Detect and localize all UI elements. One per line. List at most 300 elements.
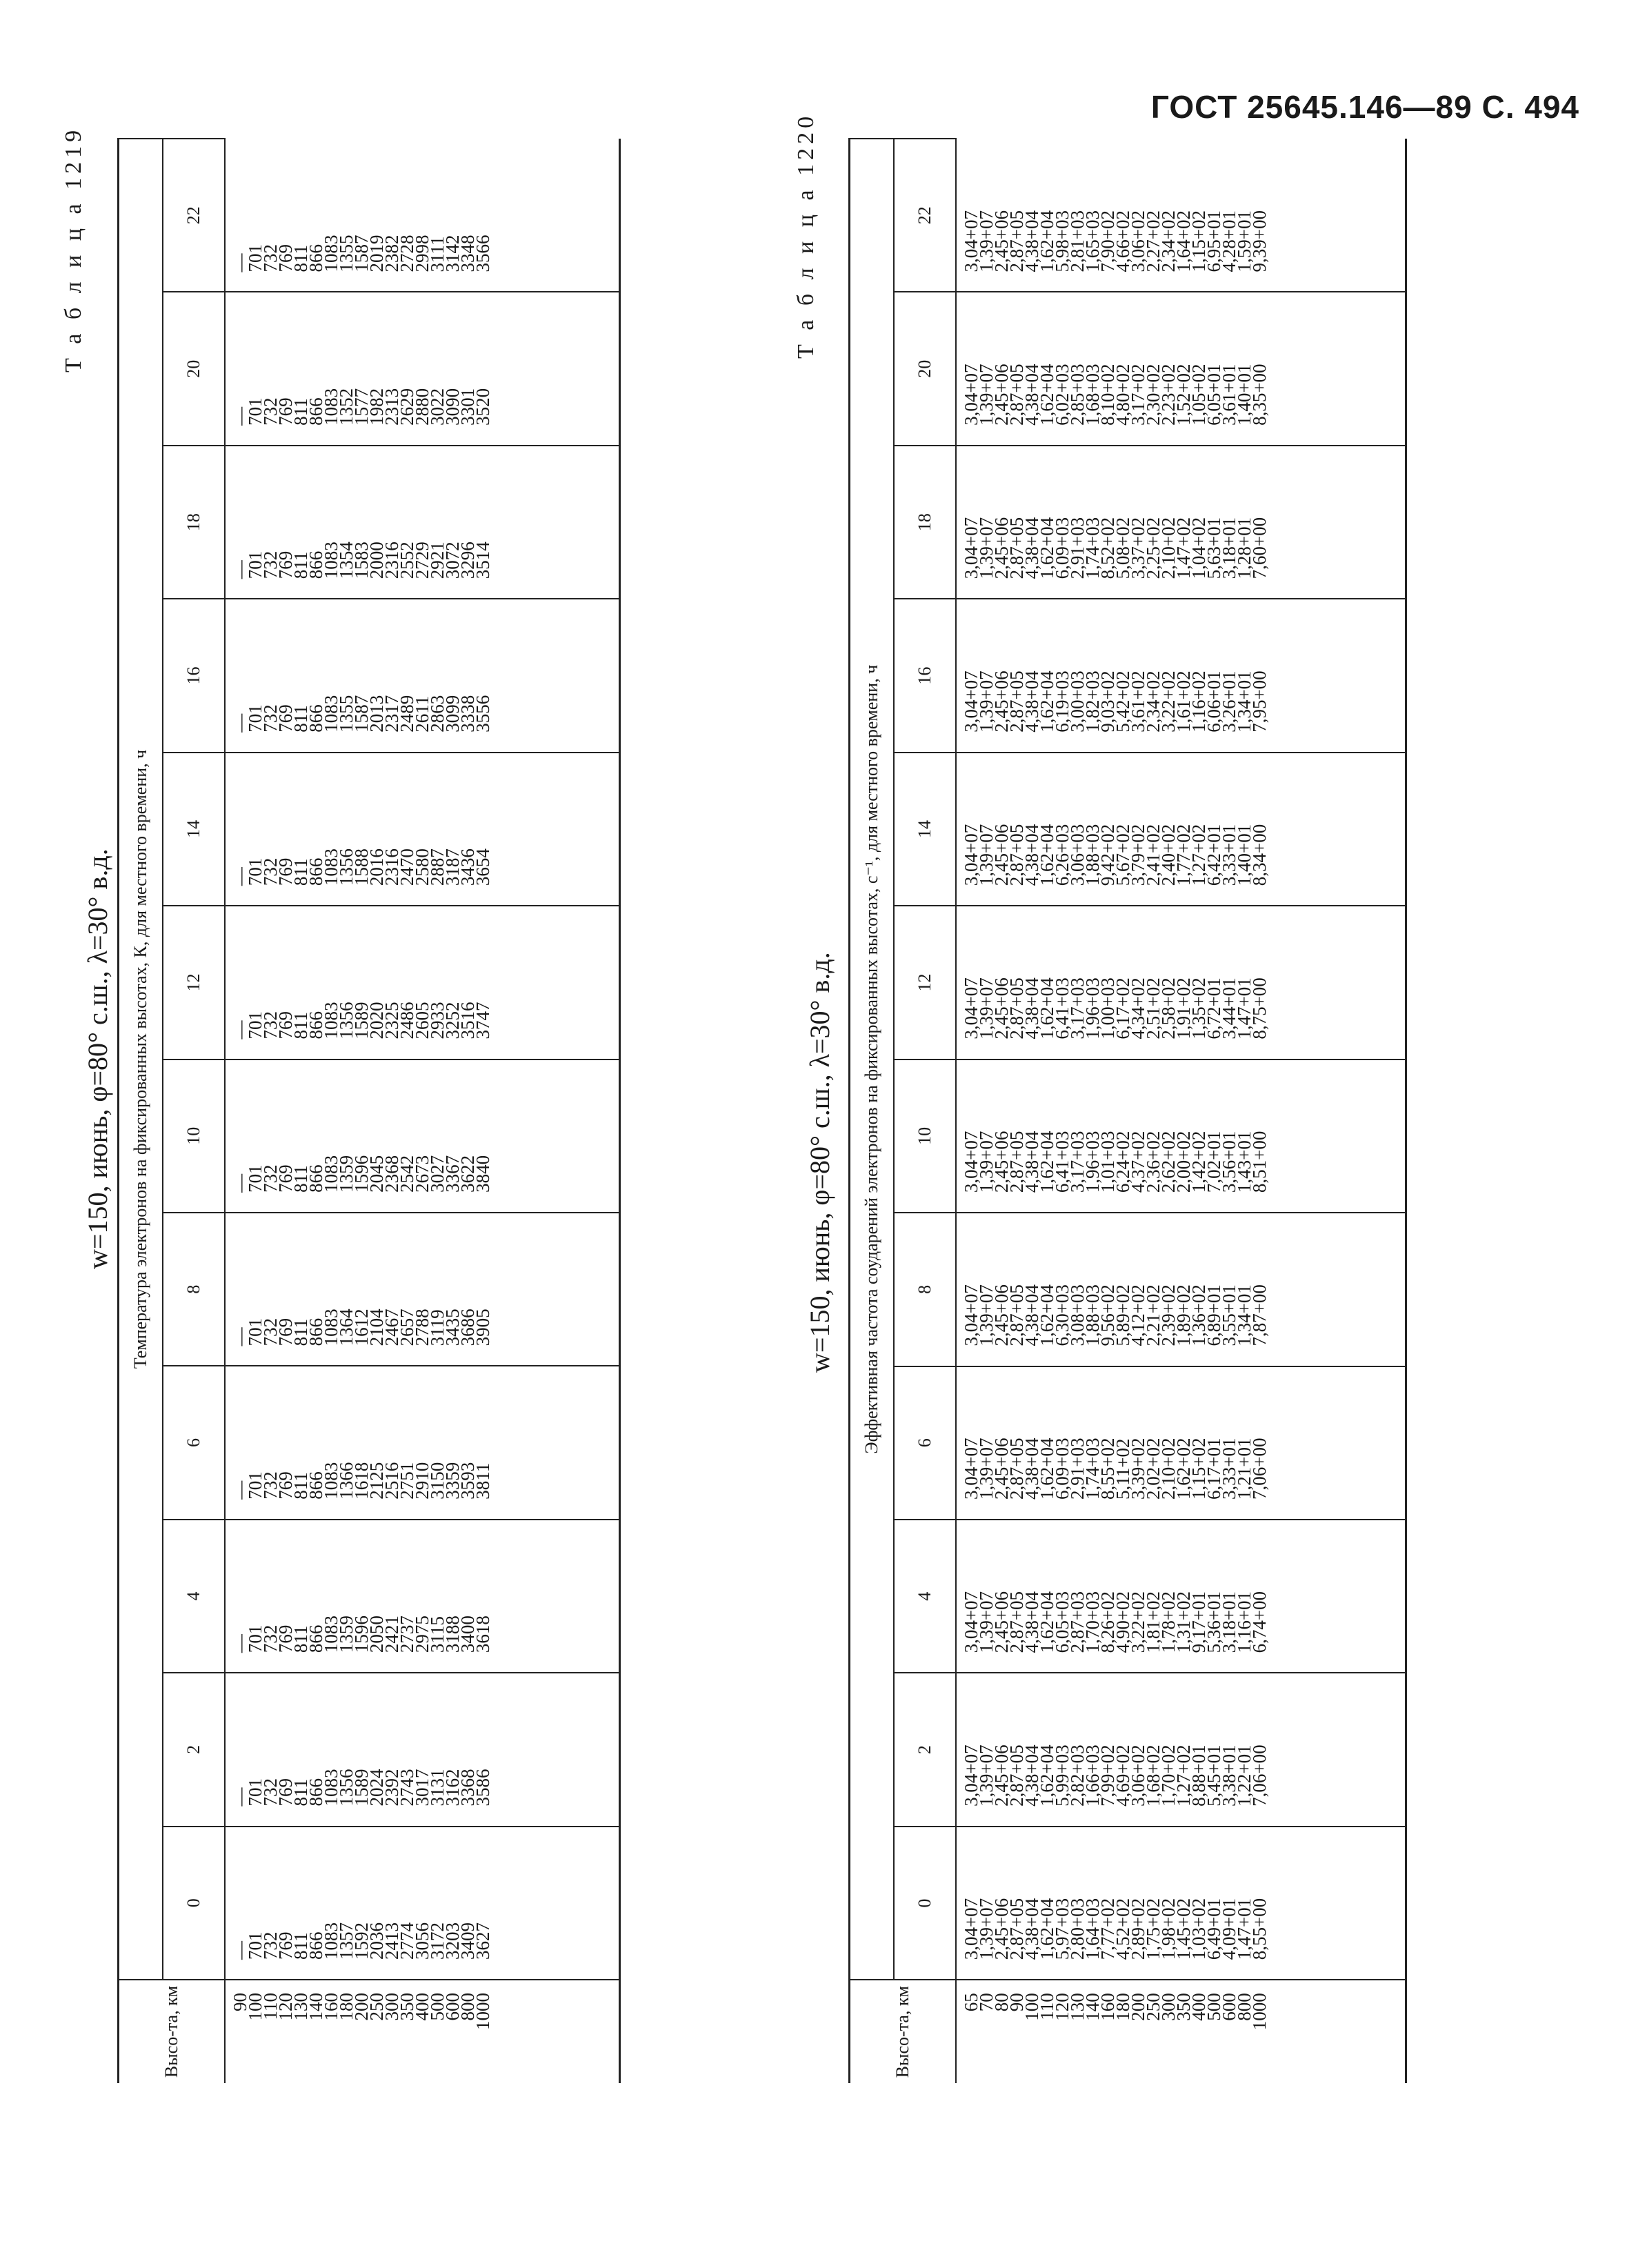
table-cell: 1,00+03 [1097,977,1118,1040]
value-column [956,1827,1406,1980]
table-cell: 866 [306,1931,326,1960]
table-cell: 2728 [397,235,417,272]
table-cell: 866 [306,243,326,272]
table-cell: 4,38+04 [1021,517,1042,579]
table-cell: 1577 [351,388,372,426]
table-cell: 1,03+02 [1188,1898,1209,1960]
table-cell: 1,75+02 [1143,1898,1164,1960]
height-value: 70 [976,1993,997,2012]
table-cell: 701 [245,857,266,886]
table-cell: 6,74+00 [1249,1591,1270,1653]
table-cell: 1,47+01 [1234,1898,1255,1960]
table-cell: 7,02+01 [1204,1131,1224,1193]
table-cell: 769 [275,1317,296,1346]
table-cell: 3119 [427,1309,448,1346]
height-value: 65 [961,1993,981,2012]
table-cell: 1083 [321,388,341,426]
table-cell: 3622 [457,1155,478,1193]
table-cell: 6,72+01 [1204,977,1224,1040]
table-cell: 2729 [412,541,432,579]
table-cell: 701 [245,1778,266,1807]
table-cell: 3840 [472,1155,493,1193]
hour-header: 2 [163,1673,225,1826]
table-cell: 1592 [351,1922,372,1960]
table-cell: 1,62+04 [1037,1131,1057,1193]
value-column [225,1366,620,1519]
table-cell: 701 [245,704,266,733]
table-cell: 2467 [381,1309,402,1346]
table-cell: 2,36+02 [1143,1131,1164,1193]
table-cell: 2,58+02 [1158,977,1179,1040]
table-cell: 3,04+07 [961,977,981,1040]
height-value: 110 [1037,1993,1057,2020]
table-cell: 2,87+05 [1006,517,1027,579]
table-cell: 2,41+02 [1143,824,1164,886]
table-cell: 732 [260,1011,281,1040]
table-cell: — [230,867,250,886]
table-cell: 3747 [472,1002,493,1040]
table-cell: 3,55+01 [1219,1284,1239,1346]
table-cell: 1,66+03 [1082,1744,1103,1807]
value-column [225,1827,620,1980]
table-cell: 2,91+03 [1067,517,1088,579]
table-cell: 1,62+04 [1037,210,1057,272]
table-cell: 1,70+03 [1082,1591,1103,1653]
table-cell: 6,30+03 [1052,1284,1072,1346]
table-cell: 1,15+02 [1188,1438,1209,1500]
table-cell: 2887 [427,848,448,886]
table-cell: 1,68+02 [1143,1744,1164,1807]
table-cell: 2,34+02 [1143,670,1164,733]
table-cell: 2,45+06 [991,364,1012,426]
table-cell: 3131 [427,1769,448,1807]
table-cell: 2,45+06 [991,1591,1012,1653]
table-cell: 8,75+00 [1249,977,1270,1040]
table-cell: 4,09+01 [1219,1898,1239,1960]
table-cell: 1596 [351,1155,372,1193]
table-cell: 4,38+04 [1021,670,1042,733]
hour-header: 18 [894,446,956,599]
table-cell: — [230,1173,250,1193]
table-cell: 1,39+07 [976,364,997,426]
table-cell: 1,62+04 [1037,1744,1057,1807]
table-cell: 732 [260,1931,281,1960]
table-cell: 6,17+02 [1112,977,1133,1040]
height-value: 300 [1158,1993,1179,2021]
table-cell: 3,04+07 [961,1898,981,1960]
value-column [956,1673,1406,1826]
table-cell: 6,41+03 [1052,977,1072,1040]
table-cell: 2313 [381,388,402,426]
table-cell: 3811 [472,1462,493,1500]
height-value: 160 [1097,1993,1118,2021]
table-cell: 3,04+07 [961,824,981,886]
table-cell: 1,39+07 [976,1284,997,1346]
table-cell: 3566 [472,235,493,272]
table-cell: 3,56+01 [1219,1131,1239,1193]
hour-header: 10 [894,1060,956,1213]
height-value: 600 [442,1992,463,2021]
height-value: 200 [351,1992,372,2021]
table-cell: 2,87+05 [1006,670,1027,733]
table-cell: 2,51+02 [1143,977,1164,1040]
table-cell: 3072 [442,541,463,579]
table-cell: 2024 [366,1769,387,1807]
table-cell: 1,43+01 [1234,1131,1255,1193]
table-cell: 1589 [351,1002,372,1040]
table-cell: 2,23+02 [1158,364,1179,426]
table-cell: 3,08+03 [1067,1284,1088,1346]
table-cell: 769 [275,704,296,733]
table-cell: 701 [245,1471,266,1500]
hour-header: 10 [163,1060,225,1213]
table-cell: 1,04+02 [1188,517,1209,579]
table-cell: 1,61+02 [1173,670,1194,733]
table-cell: 4,38+04 [1021,1744,1042,1807]
table-cell: 7,99+02 [1097,1744,1118,1807]
table-cell: 2,87+05 [1006,364,1027,426]
height-value: 100 [1021,1993,1042,2021]
table-cell: 1,40+01 [1234,824,1255,886]
table-cell: 866 [306,1471,326,1500]
table-cell: 4,38+04 [1021,364,1042,426]
table-cell: 866 [306,550,326,579]
table-cell: 2000 [366,541,387,579]
table-cell: 2392 [381,1769,402,1807]
table-cell: 3,26+01 [1219,670,1239,733]
table-cell: 2,80+03 [1067,1898,1088,1960]
table-cell: 866 [306,704,326,733]
table-cell: 2489 [397,695,417,733]
table-cell: 1,62+04 [1037,824,1057,886]
table-cell: 6,26+03 [1052,824,1072,886]
table-cell: 3514 [472,541,493,579]
table-cell: 3368 [457,1769,478,1807]
table-cell: 3115 [427,1616,448,1653]
table-cell: 2542 [397,1155,417,1193]
table-cell: 4,34+02 [1128,977,1148,1040]
table-cell: 1,65+03 [1082,210,1103,272]
table-cell: 6,17+01 [1204,1438,1224,1500]
table-cell: 2552 [397,541,417,579]
table-cell: 4,90+02 [1112,1591,1133,1653]
table-cell: 2036 [366,1922,387,1960]
table-cell: — [230,1327,250,1346]
table-cell: 1,39+07 [976,824,997,886]
hour-header: 6 [894,1366,956,1520]
hour-header: 16 [163,599,225,752]
table-cell: 2020 [366,1002,387,1040]
table-cell: 2629 [397,388,417,426]
table-cell: 1,62+04 [1037,977,1057,1040]
table-cell: 2413 [381,1922,402,1960]
table-cell: 2368 [381,1155,402,1193]
table-cell: 1,34+01 [1234,1284,1255,1346]
table-cell: 1589 [351,1769,372,1807]
table-cell: 2,45+06 [991,517,1012,579]
table-label: Т а б л и ц а 1219 [61,126,86,372]
height-value: 300 [381,1992,402,2021]
hour-header: 12 [163,906,225,1059]
table-cell: 2045 [366,1155,387,1193]
table-cell: 1,96+03 [1082,1131,1103,1193]
value-column [225,1213,620,1366]
value-column [956,1520,1406,1673]
table-cell: 732 [260,1624,281,1653]
table-cell: 3,18+01 [1219,1591,1239,1653]
table-cell: 3090 [442,388,463,426]
table-cell: 1,98+02 [1158,1898,1179,1960]
table-cell: 1,74+03 [1082,517,1103,579]
table-cell: 9,56+02 [1097,1284,1118,1346]
table-cell: 6,42+01 [1204,824,1224,886]
table-cell: 3,04+07 [961,364,981,426]
table-cell: 3,06+03 [1067,824,1088,886]
table-cell: 5,45+01 [1204,1744,1224,1807]
table-cell: 1,52+02 [1173,364,1194,426]
table-cell: 1359 [336,1615,357,1653]
table-cell: 1357 [336,1922,357,1960]
table-cell: 2,87+05 [1006,977,1027,1040]
table-cell: 2,45+06 [991,1284,1012,1346]
table-cell: 1,39+07 [976,1591,997,1653]
table-cell: 1,27+02 [1173,1744,1194,1807]
table-cell: 769 [275,1624,296,1653]
table-cell: 3111 [427,236,448,272]
table-cell: 3,04+07 [961,1591,981,1653]
table-cell: 8,34+00 [1249,824,1270,886]
hour-header: 18 [163,446,225,599]
height-value: 1000 [472,1992,493,2030]
table-cell: 4,37+02 [1128,1131,1148,1193]
table-cell: 7,06+00 [1249,1744,1270,1807]
table-cell: 1,62+04 [1037,364,1057,426]
table-cell: 811 [290,1472,311,1500]
table-cell: 3,38+01 [1219,1744,1239,1807]
table-cell: 2,87+05 [1006,1438,1027,1500]
table-cell: 1,31+02 [1173,1591,1194,1653]
table-cell: 3,61+02 [1128,670,1148,733]
table-cell: 1083 [321,1309,341,1346]
table-cell: 1,89+02 [1173,1284,1194,1346]
table-cell: 732 [260,857,281,886]
hour-header: 0 [163,1827,225,1980]
table-cell: 769 [275,1931,296,1960]
table-cell: 1083 [321,695,341,733]
table-cell: 2016 [366,848,387,886]
table-cell: 9,42+02 [1097,824,1118,886]
table-cell: 3,33+01 [1219,1438,1239,1500]
table-cell: 3,18+01 [1219,517,1239,579]
table-cell: 8,88+01 [1188,1744,1209,1807]
table-cell: 2,87+05 [1006,1898,1027,1960]
table-cell: 1083 [321,1462,341,1500]
table-cell: 1,39+07 [976,517,997,579]
table-cell: 1083 [321,541,341,579]
table-cell: 3,04+07 [961,670,981,733]
table-cell: 7,87+00 [1249,1284,1270,1346]
table-cell: 701 [245,397,266,426]
table-cell: 2751 [397,1462,417,1500]
table-cell: 2788 [412,1309,432,1346]
value-column [956,1213,1406,1366]
table-cell: 4,66+02 [1112,210,1133,272]
table-cell: 2,45+06 [991,824,1012,886]
table-cell: 3022 [427,388,448,426]
table-cell: 6,89+01 [1204,1284,1224,1346]
table-cell: 2,45+06 [991,670,1012,733]
table-cell: 2,87+05 [1006,1744,1027,1807]
table-cell: 6,09+03 [1052,517,1072,579]
table-cell: 701 [245,1011,266,1040]
table-cell: 1356 [336,1769,357,1807]
table-cell: 1,39+07 [976,1438,997,1500]
hour-header: 20 [894,292,956,445]
table-cell: 3,39+02 [1128,1438,1148,1500]
value-column [225,446,620,599]
value-column [225,292,620,445]
table-cell: 8,55+00 [1249,1898,1270,1960]
table-cell: 3,22+02 [1128,1591,1148,1653]
table-title: w=150, июнь, φ=80° с.ш., λ=30° в.д. [82,848,113,1269]
table-cell: 4,38+04 [1021,1284,1042,1346]
table-cell: 5,11+02 [1112,1438,1133,1500]
table-cell: 1356 [336,848,357,886]
table-cell: 8,35+00 [1249,364,1270,426]
table-cell: 1,88+03 [1082,824,1103,886]
table-cell: 2,30+02 [1143,364,1164,426]
table-cell: 2,34+02 [1158,210,1179,272]
hour-header: 4 [163,1520,225,1673]
table-cell: 811 [290,1625,311,1653]
table-cell: 6,05+03 [1052,1591,1072,1653]
table-cell: 2019 [366,235,387,272]
table-cell: 4,38+04 [1021,1898,1042,1960]
table-cell: 5,36+01 [1204,1591,1224,1653]
hour-header: 22 [163,139,225,292]
table-cell: 5,99+03 [1052,1744,1072,1807]
page-header: ГОСТ 25645.146—89 С. 494 [1150,89,1579,125]
table-cell: 1,88+03 [1082,1284,1103,1346]
height-value: 130 [290,1992,311,2021]
table-cell: 1,62+04 [1037,670,1057,733]
table-cell: 1083 [321,1615,341,1653]
table-cell: 1355 [336,695,357,733]
table-cell: 6,05+01 [1204,364,1224,426]
table-cell: 3162 [442,1769,463,1807]
table-cell: 2,10+02 [1158,517,1179,579]
table-cell: 3618 [472,1615,493,1653]
height-value: 350 [1173,1993,1194,2021]
table-cell: 4,52+02 [1112,1898,1133,1960]
table-cell: 6,49+01 [1204,1898,1224,1960]
height-value: 100 [245,1992,266,2021]
table-cell: 7,90+02 [1097,210,1118,272]
table-cell: 3586 [472,1769,493,1807]
table-cell: 5,42+02 [1112,670,1133,733]
table-cell: 2605 [412,1002,432,1040]
table-cell: 4,38+04 [1021,210,1042,272]
table-cell: 732 [260,1778,281,1807]
table-1219 [117,138,621,2083]
value-column [956,1060,1406,1213]
table-cell: 3,61+01 [1219,364,1239,426]
table-cell: 1354 [336,541,357,579]
table-cell: 2,62+02 [1158,1131,1179,1193]
table-cell: 3,33+01 [1219,824,1239,886]
table-cell: 6,19+03 [1052,670,1072,733]
hour-header: 14 [894,753,956,906]
height-value: 500 [1204,1993,1224,2021]
table-cell: 3556 [472,695,493,733]
table-caption: Температура электронов на фиксированных высотах, К, для местного времени, ч [119,139,163,1980]
table-cell: — [230,1480,250,1500]
table-cell: 4,38+04 [1021,1131,1042,1193]
table-cell: 3435 [442,1309,463,1346]
table-cell: 769 [275,1164,296,1193]
value-column [956,139,1406,292]
table-cell: 1,78+02 [1158,1591,1179,1653]
table-cell: 811 [290,705,311,733]
table-cell: 732 [260,704,281,733]
table-cell: — [230,1020,250,1040]
table-cell: 1,62+02 [1173,1438,1194,1500]
table-cell: 2,39+02 [1158,1284,1179,1346]
table-cell: 3409 [457,1922,478,1960]
height-value: 130 [1067,1993,1088,2021]
table-cell: 3172 [427,1922,448,1960]
table-cell: 2,45+06 [991,210,1012,272]
table-cell: 866 [306,1778,326,1807]
hour-header: 2 [894,1673,956,1826]
table-cell: 769 [275,1471,296,1500]
table-cell: 3348 [457,235,478,272]
table-cell: 3,79+02 [1128,824,1148,886]
table-cell: 2050 [366,1615,387,1653]
table-cell: 4,12+02 [1128,1284,1148,1346]
table-cell: 2933 [427,1002,448,1040]
height-value: 120 [275,1992,296,2021]
table-cell: 2,21+02 [1143,1284,1164,1346]
table-cell: 2,87+05 [1006,1591,1027,1653]
table-cell: 2,87+05 [1006,210,1027,272]
table-cell: 3017 [412,1769,432,1807]
table-cell: 1,27+02 [1188,824,1209,886]
table-cell: 2880 [412,388,432,426]
table-cell: 1,16+01 [1234,1591,1255,1653]
table-cell: — [230,713,250,733]
table-cell: 3,04+07 [961,1131,981,1193]
height-value: 180 [336,1992,357,2021]
table-cell: 2737 [397,1615,417,1653]
table-cell: 701 [245,1317,266,1346]
hour-header: 14 [163,753,225,906]
height-value: 800 [457,1992,478,2021]
data-table [848,138,1407,2083]
table-cell: 2611 [412,695,432,733]
table-cell: 1,47+02 [1173,517,1194,579]
table-cell: 3,17+03 [1067,1131,1088,1193]
table-cell: 2316 [381,541,402,579]
table-cell: 2910 [412,1462,432,1500]
table-cell: 769 [275,243,296,272]
table-cell: 2,81+03 [1067,210,1088,272]
table-cell: 6,02+03 [1052,364,1072,426]
table-cell: 3,22+02 [1158,670,1179,733]
table-cell: 732 [260,1471,281,1500]
data-table [117,138,621,2083]
table-cell: 5,89+02 [1112,1284,1133,1346]
